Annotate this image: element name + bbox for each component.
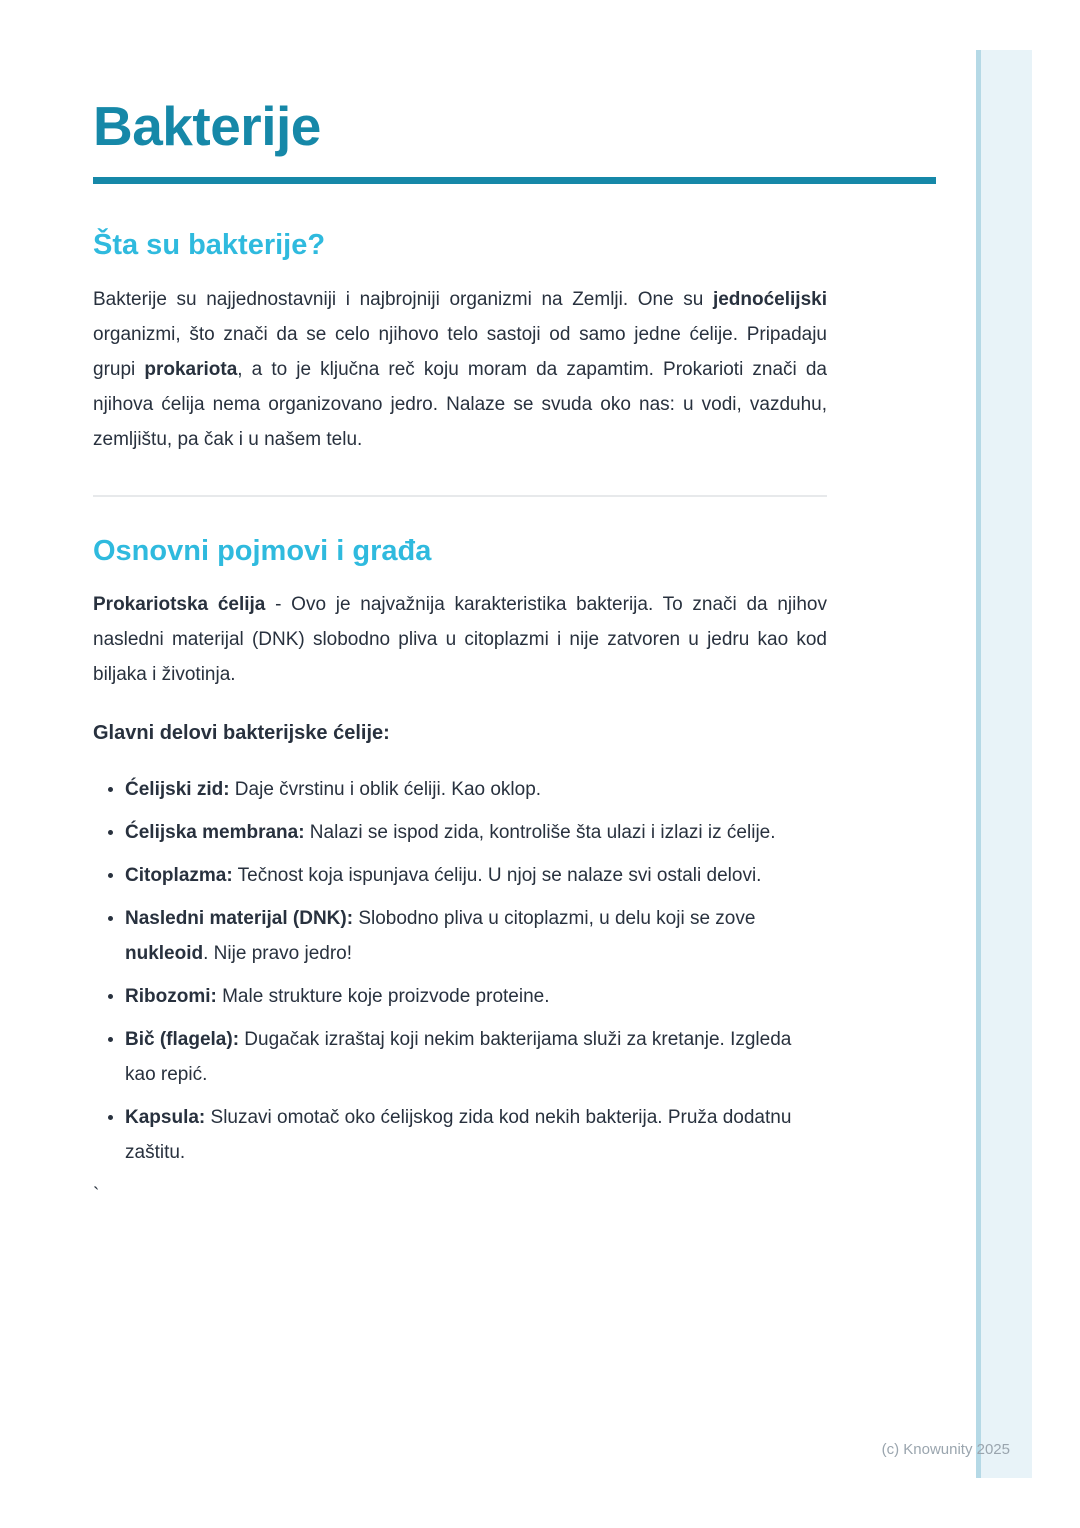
document-content (93, 0, 936, 1207)
right-accent-bar (976, 50, 1032, 1478)
basics-paragraph: Prokariotska ćelija - Ovo je najvažnija karakteristika bakterija. To znači da njihov nasledni materijal (DNK) slobodno pliva u citoplazmi i nije zatvoren u jedru kao kod biljaka i životinja. (93, 594, 827, 685)
title-underline (93, 177, 936, 184)
list-item-flagellum: • Bič (flagela): Dugačak izraštaj koji nekim bakterijama služi za kretanje. Izgleda kao repić. (125, 1022, 827, 1092)
list-item-cell-wall: • Ćelijski zid: Daje čvrstinu i oblik ćeliji. Kao oklop. (125, 772, 827, 807)
text-column (93, 228, 827, 1207)
section-heading-intro: Šta su bakterije? (93, 229, 326, 261)
section-divider (93, 495, 827, 497)
list-item-cytoplasm: • Citoplazma: Tečnost koja ispunjava ćeliju. U njoj se nalaze svi ostali delovi. (125, 858, 827, 893)
page-title: Bakterije (93, 95, 321, 157)
stray-backtick: ` (93, 1185, 100, 1206)
bullet-list (93, 772, 827, 1170)
list-item-cell-membrane: • Ćelijska membrana: Nalazi se ispod zida, kontroliše šta ulazi i izlazi iz ćelije. (125, 815, 827, 850)
list-item-dna: • Nasledni materijal (DNK): Slobodno pliva u citoplazmi, u delu koji se zove nukleoid. Nije pravo jedro! (125, 901, 827, 971)
list-title: Glavni delovi bakterijske ćelije: (93, 722, 390, 744)
footer-credit: (c) Knowunity 2025 (881, 1441, 1010, 1458)
section-heading-basics: Osnovni pojmovi i građa (93, 535, 432, 567)
list-item-ribosomes: • Ribozomi: Male strukture koje proizvode proteine. (125, 979, 827, 1014)
intro-paragraph: Bakterije su najjednostavniji i najbrojniji organizmi na Zemlji. One su jednoćelijski organizmi, što znači da se celo njihovo telo sastoji od samo jedne ćelije. Pripadaju grupi prokariota, a to je ključna reč koju moram da zapamtim. Prokarioti znači da njihova ćelija nema organizovano jedro. Nalaze se svuda oko nas: u vodi, vazduhu, zemljištu, pa čak i u našem telu. (93, 289, 827, 450)
list-item-capsule: • Kapsula: Sluzavi omotač oko ćelijskog zida kod nekih bakterija. Pruža dodatnu zaštitu. (125, 1100, 827, 1170)
